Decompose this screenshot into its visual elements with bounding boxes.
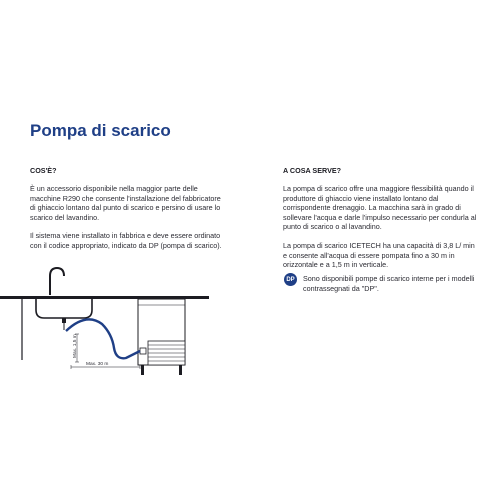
what-is-it-for-paragraph-2: La pompa di scarico ICETECH ha una capacità di 3,8 L/ min e consente all'acqua di essere pompata fino a 30 m in orizzontale e a 1,5 m in verticale. [283,240,475,270]
dp-note [284,274,484,293]
ice-machine-foot-right [179,365,182,375]
section-heading-what-is-it-for: A COSA SERVE? [283,166,342,175]
pump-connector [140,348,146,354]
faucet-icon [50,268,64,295]
ice-machine-foot-left [141,365,144,375]
section-heading-what-is-it: COS'È? [30,166,57,175]
dp-badge-icon: DP [284,273,297,286]
vertical-dimension-label: Max. 1,5 m [73,334,78,358]
section-what-is-it-for [283,166,478,279]
sink-basin [36,299,92,318]
dp-note-text: Sono disponibili pompe di scarico interne per i modelli contrassegnati da "DP". [303,274,475,293]
section-what-is-it [30,166,225,260]
page-title: Pompa di scarico [30,121,171,140]
drain-pump-illustration [0,262,215,378]
sink-drain [62,318,66,323]
horizontal-dimension-label: Max. 30 m [86,362,109,367]
what-is-it-for-paragraph-1: La pompa di scarico offre una maggiore flessibilità quando il produttore di ghiaccio viene installato lontano dal corrispondente drenaggio. La macchina sarà in grado di sollevare l'acqua e darle l'impulso necessario per condurla al punto di scarico o al lavandino. [283,184,477,232]
what-is-it-paragraph-1: È un accessorio disponibile nella maggior parte delle macchine R290 che consente l'installazione del fabbricatore di ghiaccio lontano dal punto di scarico e persino di usare lo scarico del lavandino. [30,184,221,222]
what-is-it-paragraph-2: Il sistema viene installato in fabbrica e deve essere ordinato con il codice appropriato, indicato da DP (pompa di scarico). [30,231,222,250]
